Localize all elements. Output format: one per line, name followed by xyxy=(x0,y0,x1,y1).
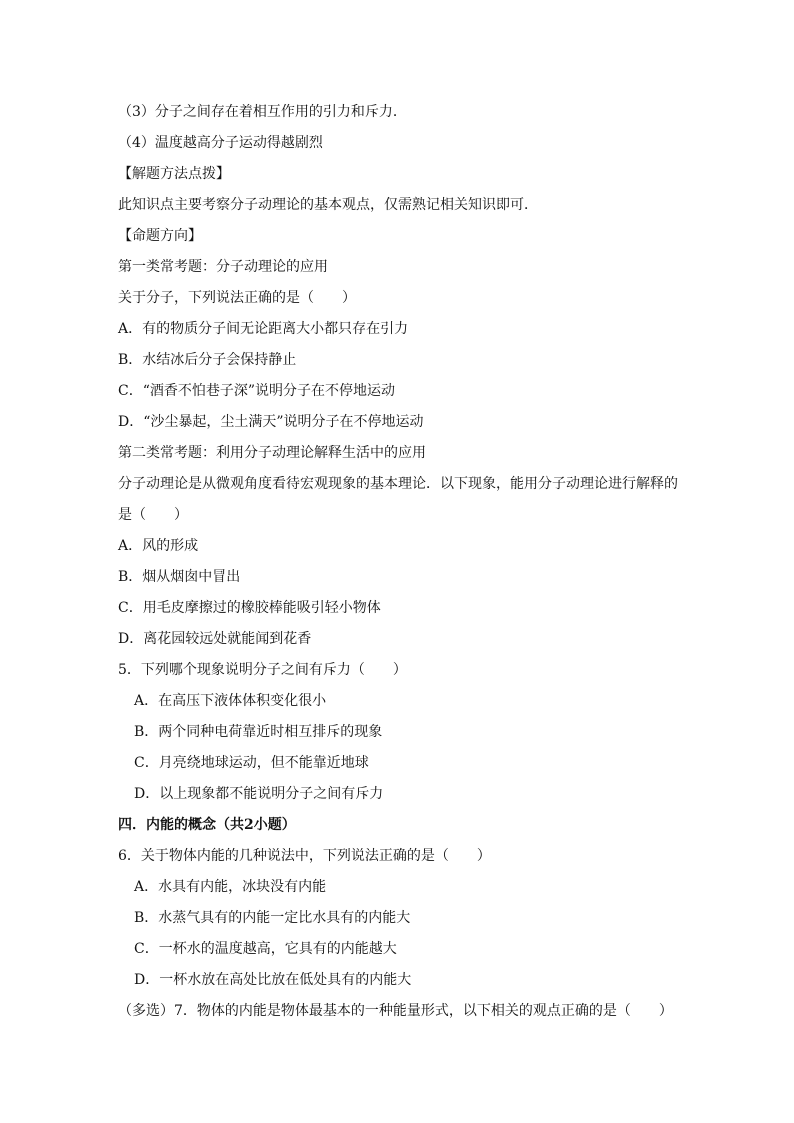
option-line: D．“沙尘暴起，尘土满天”说明分子在不停地运动 xyxy=(118,414,424,430)
option-line: C．一杯水的温度越高，它具有的内能越大 xyxy=(134,941,397,957)
text-line: （3）分子之间存在着相互作用的引力和斥力． xyxy=(118,104,407,120)
option-line: B．烟从烟囱中冒出 xyxy=(118,569,241,585)
option-line: D．一杯水放在高处比放在低处具有的内能大 xyxy=(134,972,412,988)
section-heading: 【解题方法点拨】 xyxy=(118,166,230,182)
text-line: 此知识点主要考察分子动理论的基本观点，仅需熟记相关知识即可． xyxy=(118,197,538,213)
option-line: A．在高压下液体体积变化很小 xyxy=(134,693,327,709)
question-line: 5．下列哪个现象说明分子之间有斥力（ ） xyxy=(118,662,407,678)
text-line: 第一类常考题：分子动理论的应用 xyxy=(118,259,328,275)
question-line: 分子动理论是从微观角度看待宏观现象的基本理论．以下现象，能用分子动理论进行解释的 xyxy=(118,476,678,492)
question-line: 关于分子，下列说法正确的是（ ） xyxy=(118,290,356,306)
option-line: C．用毛皮摩擦过的橡胶棒能吸引轻小物体 xyxy=(118,600,381,616)
option-line: B．水结冰后分子会保持静止 xyxy=(118,352,297,368)
text-line: 第二类常考题：利用分子动理论解释生活中的应用 xyxy=(118,445,426,461)
text-line: （4）温度越高分子运动得越剧烈 xyxy=(118,135,323,151)
option-line: A．水具有内能，冰块没有内能 xyxy=(134,879,327,895)
option-line: D．以上现象都不能说明分子之间有斥力 xyxy=(134,786,384,802)
option-line: D．离花园较远处就能闻到花香 xyxy=(118,631,312,647)
option-line: C．月亮绕地球运动，但不能靠近地球 xyxy=(134,755,369,771)
option-line: C．“酒香不怕巷子深”说明分子在不停地运动 xyxy=(118,383,396,399)
option-line: B．水蒸气具有的内能一定比水具有的内能大 xyxy=(134,910,411,926)
question-line: （多选）7．物体的内能是物体最基本的一种能量形式，以下相关的观点正确的是（ ） xyxy=(118,1003,673,1019)
section-title: 四．内能的概念（共2小题） xyxy=(118,817,296,833)
option-line: A．有的物质分子间无论距离大小都只存在引力 xyxy=(118,321,409,337)
question-line: 6．关于物体内能的几种说法中，下列说法正确的是（ ） xyxy=(118,848,491,864)
question-line: 是（ ） xyxy=(118,507,188,523)
option-line: B．两个同种电荷靠近时相互排斥的现象 xyxy=(134,724,383,740)
option-line: A．风的形成 xyxy=(118,538,199,554)
section-heading: 【命题方向】 xyxy=(118,228,202,244)
